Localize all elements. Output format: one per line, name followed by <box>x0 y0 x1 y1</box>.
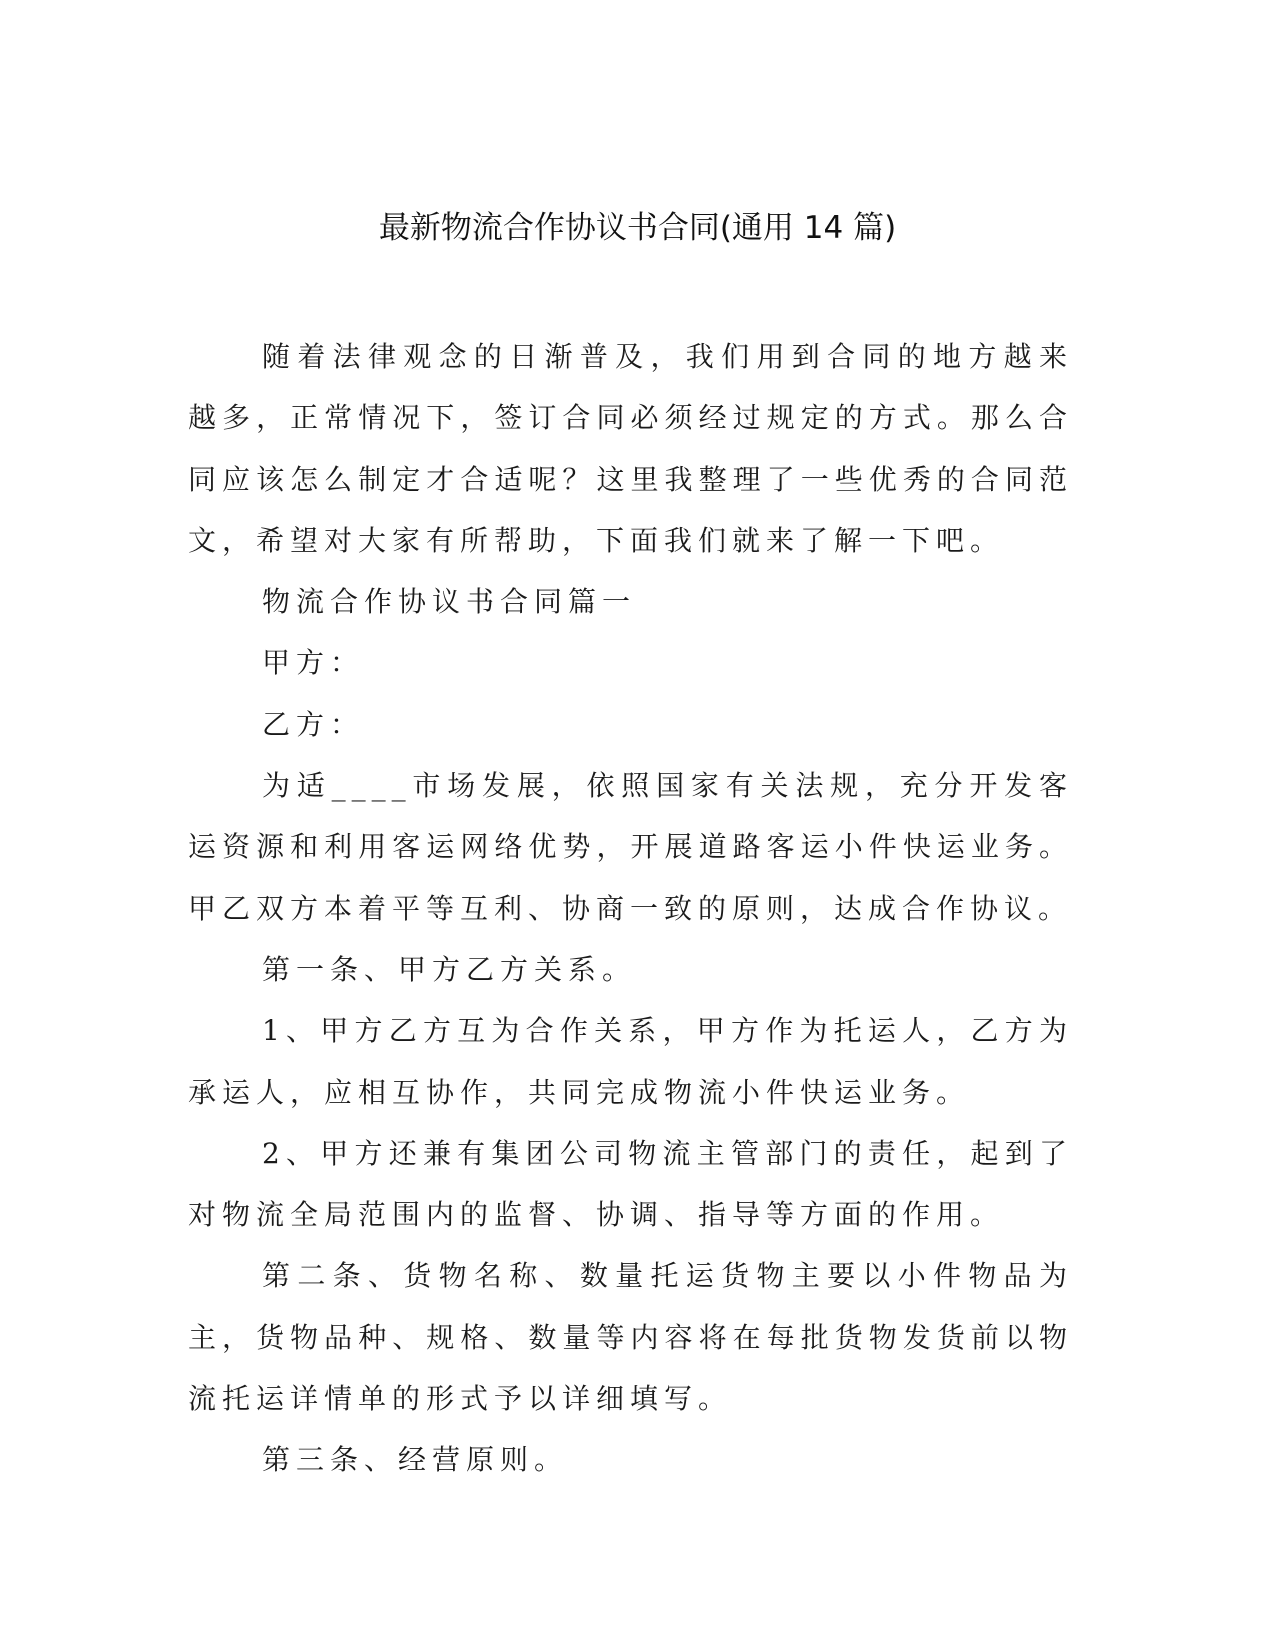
article-one-clause-2: 2、甲方还兼有集团公司物流主管部门的责任，起到了对物流全局范围内的监督、协调、指导等方面的作用。 <box>188 1136 1073 1232</box>
article-two-paragraph: 第二条、货物名称、数量托运货物主要以小件物品为主，货物品种、规格、数量等内容将在每批货物发货前以物流托运详情单的形式予以详细填写。 <box>188 1259 1073 1416</box>
preamble-paragraph: 为适____市场发展，依照国家有关法规，充分开发客运资源和利用客运网络优势，开展道路客运小件快运业务。甲乙双方本着平等互利、协商一致的原则，达成合作协议。 <box>188 769 1073 925</box>
party-a-line: 甲方： <box>262 646 365 680</box>
document-body <box>188 326 1073 1491</box>
article-three-heading: 第三条、经营原则。 <box>262 1443 569 1477</box>
intro-paragraph: 随着法律观念的日渐普及，我们用到合同的地方越来越多，正常情况下，签订合同必须经过规定的方式。那么合同应该怎么制定才合适呢？这里我整理了一些优秀的合同范文，希望对大家有所帮助，下面我们就来了解一下吧。 <box>188 340 1073 557</box>
article-one-clause-1: 1、甲方乙方互为合作关系，甲方作为托运人，乙方为承运人，应相互协作，共同完成物流小件快运业务。 <box>188 1014 1073 1109</box>
document-title: 最新物流合作协议书合同(通用 14 篇) <box>378 210 897 246</box>
party-b-line: 乙方： <box>262 707 365 741</box>
section-heading: 物流合作协议书合同篇一 <box>262 585 637 619</box>
article-one-heading: 第一条、甲方乙方关系。 <box>262 952 637 986</box>
